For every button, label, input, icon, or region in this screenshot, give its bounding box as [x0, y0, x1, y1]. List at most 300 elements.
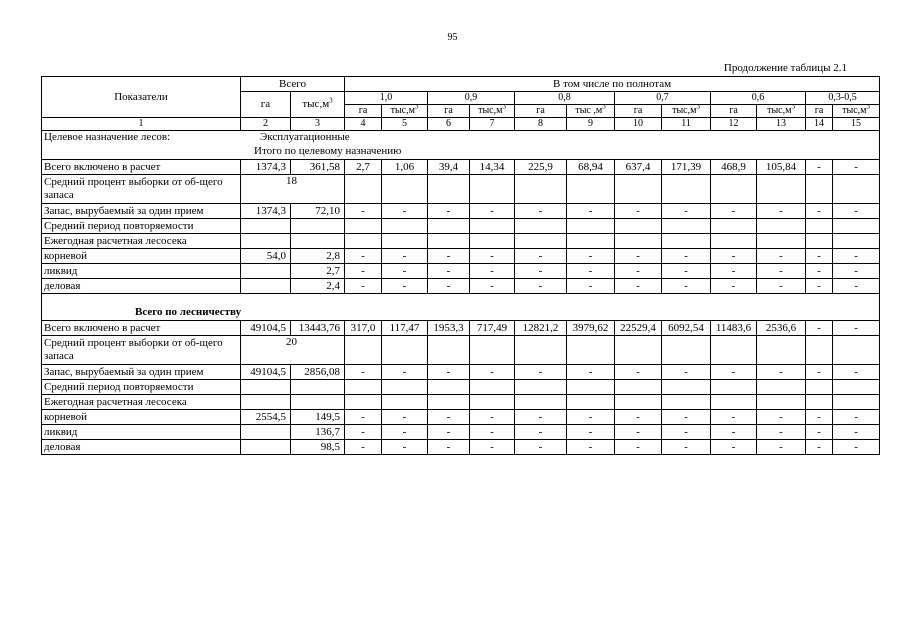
table-cell: - [757, 365, 806, 380]
table-cell: - [711, 425, 757, 440]
table-cell: - [428, 249, 470, 264]
table-row [42, 264, 880, 279]
table-cell [711, 234, 757, 249]
table-cell [241, 440, 291, 455]
purpose-cell [42, 131, 880, 160]
table-cell [291, 395, 345, 410]
table-cell [711, 380, 757, 395]
table-cell [757, 219, 806, 234]
table-cell [833, 234, 880, 249]
table-cell: - [345, 410, 382, 425]
table-cell [428, 219, 470, 234]
table-cell [345, 234, 382, 249]
column-number: 5 [382, 118, 428, 131]
table-cell: - [428, 440, 470, 455]
table-cell [515, 395, 567, 410]
table-cell: - [757, 410, 806, 425]
table-cell [806, 219, 833, 234]
table-cell: 149,5 [291, 410, 345, 425]
table-cell [567, 234, 615, 249]
unit-ha: га [515, 105, 567, 118]
table-cell: 1374,3 [241, 160, 291, 175]
unit-volume: $тыс,м^3$ [662, 105, 711, 118]
table-cell: - [757, 279, 806, 294]
table-row [42, 160, 880, 175]
row-label: Ежегодная расчетная лесосека [42, 395, 241, 410]
table-cell: - [662, 264, 711, 279]
table-cell [345, 336, 382, 365]
unit-ha: га [428, 105, 470, 118]
table-cell [382, 219, 428, 234]
unit-volume: $тыс,м^3$ [382, 105, 428, 118]
density-0-3-0-5: 0,3-0,5 [806, 92, 880, 105]
table-cell: - [428, 425, 470, 440]
block-forestry-total [42, 321, 880, 455]
unit-ha: га [806, 105, 833, 118]
sampling-percent: 20 [241, 336, 345, 365]
row-label: деловая [42, 440, 241, 455]
table-cell: - [615, 204, 662, 219]
table-cell [515, 175, 567, 204]
table-cell [615, 395, 662, 410]
table-cell [662, 380, 711, 395]
table-cell [241, 234, 291, 249]
column-numbers-row [42, 118, 880, 131]
table-cell: - [567, 410, 615, 425]
table-cell [241, 380, 291, 395]
table-cell: - [567, 204, 615, 219]
table-cell: - [345, 249, 382, 264]
table-cell: 49104,5 [241, 321, 291, 336]
column-number: 2 [241, 118, 291, 131]
table-cell: 117,47 [382, 321, 428, 336]
table-cell: - [567, 279, 615, 294]
row-label: Запас, вырубаемый за один прием [42, 365, 241, 380]
sampling-percent: 18 [241, 175, 345, 204]
table-cell: - [662, 440, 711, 455]
table-cell: 717,49 [470, 321, 515, 336]
table-cell: 54,0 [241, 249, 291, 264]
table-cell: 2856,08 [291, 365, 345, 380]
table-cell: - [711, 365, 757, 380]
block-purpose [42, 160, 880, 294]
table-cell: - [567, 249, 615, 264]
column-number: 1 [42, 118, 241, 131]
table-cell: - [615, 365, 662, 380]
table-cell: - [567, 425, 615, 440]
table-cell [241, 425, 291, 440]
table-cell: - [515, 204, 567, 219]
table-cell: - [757, 425, 806, 440]
table-cell: - [662, 279, 711, 294]
table-row [42, 336, 880, 365]
table-cell [567, 219, 615, 234]
table-cell: - [806, 440, 833, 455]
table-cell: - [833, 440, 880, 455]
table-cell [382, 395, 428, 410]
table-cell [428, 395, 470, 410]
table-cell [291, 380, 345, 395]
table-cell: 637,4 [615, 160, 662, 175]
table-cell: - [515, 279, 567, 294]
table-cell: - [515, 440, 567, 455]
row-label: Средний период повторяемости [42, 380, 241, 395]
table-cell [833, 219, 880, 234]
table-cell: 105,84 [757, 160, 806, 175]
table-cell: - [711, 410, 757, 425]
table-cell: 2,4 [291, 279, 345, 294]
table-cell: - [382, 440, 428, 455]
table-cell: - [382, 425, 428, 440]
table-cell: - [470, 425, 515, 440]
table-cell: - [515, 249, 567, 264]
table-cell: - [806, 160, 833, 175]
unit-ha: га [345, 105, 382, 118]
table-cell [382, 175, 428, 204]
density-0-8: 0,8 [515, 92, 615, 105]
row-label: Всего включено в расчет [42, 160, 241, 175]
row-label: ликвид [42, 264, 241, 279]
table-cell: - [711, 204, 757, 219]
table-cell: - [567, 440, 615, 455]
table-cell [806, 395, 833, 410]
table-cell: 13443,76 [291, 321, 345, 336]
table-cell: - [806, 425, 833, 440]
column-number: 11 [662, 118, 711, 131]
table-cell: - [833, 279, 880, 294]
table-cell [662, 336, 711, 365]
table-cell [711, 219, 757, 234]
table-cell: 171,39 [662, 160, 711, 175]
table-cell [615, 175, 662, 204]
table-cell: - [382, 264, 428, 279]
table-cell: 11483,6 [711, 321, 757, 336]
table-cell [662, 219, 711, 234]
table-cell: 14,34 [470, 160, 515, 175]
table-cell: - [711, 279, 757, 294]
table-cell: 2,8 [291, 249, 345, 264]
table-cell [428, 234, 470, 249]
table-cell [382, 380, 428, 395]
table-cell: - [806, 365, 833, 380]
purpose-value: Эксплуатационные [260, 131, 350, 143]
table-cell: - [615, 279, 662, 294]
table-cell: 2536,6 [757, 321, 806, 336]
row-label: ликвид [42, 425, 241, 440]
table-cell [428, 336, 470, 365]
table-cell: - [470, 204, 515, 219]
table-cell [757, 380, 806, 395]
table-cell [291, 219, 345, 234]
density-0-7: 0,7 [615, 92, 711, 105]
table-cell: - [833, 365, 880, 380]
table-cell [833, 175, 880, 204]
table-cell [470, 219, 515, 234]
table-cell: 39,4 [428, 160, 470, 175]
table-cell: - [833, 204, 880, 219]
density-0-9: 0,9 [428, 92, 515, 105]
table-cell: - [615, 425, 662, 440]
table-row [42, 234, 880, 249]
table-cell: 22529,4 [615, 321, 662, 336]
table-cell: 225,9 [515, 160, 567, 175]
column-number: 3 [291, 118, 345, 131]
table-cell: - [567, 264, 615, 279]
unit-ha: га [615, 105, 662, 118]
table-cell: - [382, 365, 428, 380]
table-cell: 68,94 [567, 160, 615, 175]
table-cell: - [833, 425, 880, 440]
table-cell [470, 380, 515, 395]
row-label: Средний процент выборки от об-щего запаса [42, 175, 241, 204]
table-cell: 1953,3 [428, 321, 470, 336]
table-cell: - [567, 365, 615, 380]
density-0-6: 0,6 [711, 92, 806, 105]
table-cell [662, 234, 711, 249]
table-cell [567, 336, 615, 365]
table-cell [711, 336, 757, 365]
table-row [42, 175, 880, 204]
table-cell [757, 175, 806, 204]
table-row [42, 204, 880, 219]
row-label: корневой [42, 249, 241, 264]
table-cell [833, 380, 880, 395]
table-cell: 361,58 [291, 160, 345, 175]
header-total: Всего [241, 77, 345, 92]
table-cell [345, 395, 382, 410]
table-cell: - [662, 410, 711, 425]
table-caption: Продолжение таблицы 2.1 [723, 62, 847, 74]
table-cell: - [428, 410, 470, 425]
table-cell [806, 234, 833, 249]
table-cell [382, 234, 428, 249]
table-cell [615, 219, 662, 234]
table-row [42, 380, 880, 395]
column-number: 15 [833, 118, 880, 131]
table-cell: - [711, 249, 757, 264]
table-cell: - [515, 410, 567, 425]
table-cell [345, 175, 382, 204]
table-cell: - [615, 264, 662, 279]
table-cell: - [662, 249, 711, 264]
table-cell [241, 264, 291, 279]
table-cell: - [382, 279, 428, 294]
table-cell: - [428, 204, 470, 219]
table-cell [428, 380, 470, 395]
table-cell [382, 336, 428, 365]
unit-volume: $тыс,м^3$ [470, 105, 515, 118]
table-cell: - [345, 279, 382, 294]
row-label: Средний период повторяемости [42, 219, 241, 234]
table-cell: - [382, 204, 428, 219]
column-number: 12 [711, 118, 757, 131]
table-row [42, 410, 880, 425]
table-cell [615, 380, 662, 395]
table-cell [806, 336, 833, 365]
table-cell: - [345, 204, 382, 219]
table-cell: - [615, 249, 662, 264]
table-cell: 1,06 [382, 160, 428, 175]
table-cell: - [470, 365, 515, 380]
column-number: 7 [470, 118, 515, 131]
table-cell [345, 219, 382, 234]
header-total-ha: га [241, 92, 291, 118]
table-cell: - [711, 264, 757, 279]
column-number: 8 [515, 118, 567, 131]
row-label: деловая [42, 279, 241, 294]
unit-volume: $тыс,м^3$ [833, 105, 880, 118]
table-cell [515, 234, 567, 249]
table-cell: - [470, 279, 515, 294]
table-cell [567, 175, 615, 204]
table-cell: 2,7 [291, 264, 345, 279]
table-cell: - [345, 440, 382, 455]
table-cell [428, 175, 470, 204]
table-cell [567, 380, 615, 395]
table-cell: - [833, 264, 880, 279]
table-cell [241, 219, 291, 234]
section-title: Всего по лесничеству [135, 306, 242, 318]
table-cell [515, 380, 567, 395]
density-1-0: 1,0 [345, 92, 428, 105]
unit-volume: тыс $,м^3$ [567, 105, 615, 118]
allowable-cut-table [41, 76, 880, 455]
table-cell: 1374,3 [241, 204, 291, 219]
table-cell: - [515, 264, 567, 279]
header-indicator: Показатели [42, 77, 241, 118]
table-cell: - [470, 440, 515, 455]
table-cell [241, 395, 291, 410]
table-row [42, 219, 880, 234]
row-label: Запас, вырубаемый за один прием [42, 204, 241, 219]
table-cell: - [615, 410, 662, 425]
table-cell [662, 395, 711, 410]
unit-volume: $тыс,м^3$ [757, 105, 806, 118]
table-cell [567, 395, 615, 410]
section-cell [42, 294, 880, 321]
column-number: 6 [428, 118, 470, 131]
table-cell: - [806, 410, 833, 425]
table-cell [515, 336, 567, 365]
table-cell: - [470, 249, 515, 264]
table-cell [615, 234, 662, 249]
table-cell: - [806, 204, 833, 219]
row-label: Всего включено в расчет [42, 321, 241, 336]
table-cell [345, 380, 382, 395]
table-cell [470, 175, 515, 204]
table-cell: - [806, 249, 833, 264]
table-cell: - [615, 440, 662, 455]
table-cell: 6092,54 [662, 321, 711, 336]
table-cell: - [345, 264, 382, 279]
table-row [42, 249, 880, 264]
table-cell [757, 336, 806, 365]
table-cell: - [833, 410, 880, 425]
table-cell: 317,0 [345, 321, 382, 336]
table-cell: 49104,5 [241, 365, 291, 380]
header-by-density: В том числе по полнотам [345, 77, 880, 92]
table-cell [515, 219, 567, 234]
table-cell [833, 395, 880, 410]
table-cell: 98,5 [291, 440, 345, 455]
table-cell: - [382, 249, 428, 264]
table-row [42, 279, 880, 294]
column-number: 13 [757, 118, 806, 131]
table-cell [291, 234, 345, 249]
table-cell: - [806, 321, 833, 336]
table-cell: - [470, 410, 515, 425]
table-cell [757, 234, 806, 249]
table-cell: - [757, 204, 806, 219]
table-cell [470, 234, 515, 249]
purpose-row [42, 131, 880, 160]
table-cell: 3979,62 [567, 321, 615, 336]
table-cell: - [662, 365, 711, 380]
table-cell: 12821,2 [515, 321, 567, 336]
header-row-1 [42, 77, 880, 92]
column-number: 10 [615, 118, 662, 131]
table-cell [833, 336, 880, 365]
table-cell [711, 175, 757, 204]
table-cell [806, 175, 833, 204]
table-cell: - [833, 249, 880, 264]
table-cell [470, 336, 515, 365]
purpose-label: Целевое назначение лесов: [44, 131, 171, 143]
table-cell: 2554,5 [241, 410, 291, 425]
table-cell [662, 175, 711, 204]
table-cell [757, 395, 806, 410]
table-cell [241, 279, 291, 294]
table-cell [806, 380, 833, 395]
table-cell: - [382, 410, 428, 425]
table-cell: - [662, 204, 711, 219]
table-cell: - [428, 264, 470, 279]
table-cell: - [757, 264, 806, 279]
table-cell: 2,7 [345, 160, 382, 175]
table-cell: - [757, 440, 806, 455]
table-row [42, 395, 880, 410]
table-cell: - [662, 425, 711, 440]
table-cell [470, 395, 515, 410]
table-cell: - [711, 440, 757, 455]
row-label: корневой [42, 410, 241, 425]
table-cell: - [806, 264, 833, 279]
table-cell: - [428, 365, 470, 380]
table-cell: 468,9 [711, 160, 757, 175]
table-row [42, 365, 880, 380]
table-cell: 72,10 [291, 204, 345, 219]
table-cell: - [515, 365, 567, 380]
row-label: Ежегодная расчетная лесосека [42, 234, 241, 249]
column-number: 14 [806, 118, 833, 131]
table-cell: - [833, 321, 880, 336]
unit-ha: га [711, 105, 757, 118]
table-cell [711, 395, 757, 410]
table-cell: - [515, 425, 567, 440]
table-cell: - [833, 160, 880, 175]
purpose-subtotal: Итого по целевому назначению [254, 145, 402, 157]
table-cell: - [470, 264, 515, 279]
column-number: 4 [345, 118, 382, 131]
table-cell: - [806, 279, 833, 294]
table-cell [615, 336, 662, 365]
table-row [42, 425, 880, 440]
section-row [42, 294, 880, 321]
table-row [42, 321, 880, 336]
column-number: 9 [567, 118, 615, 131]
table-cell: - [757, 249, 806, 264]
header-total-volume: $тыс,м^3$ [291, 92, 345, 118]
